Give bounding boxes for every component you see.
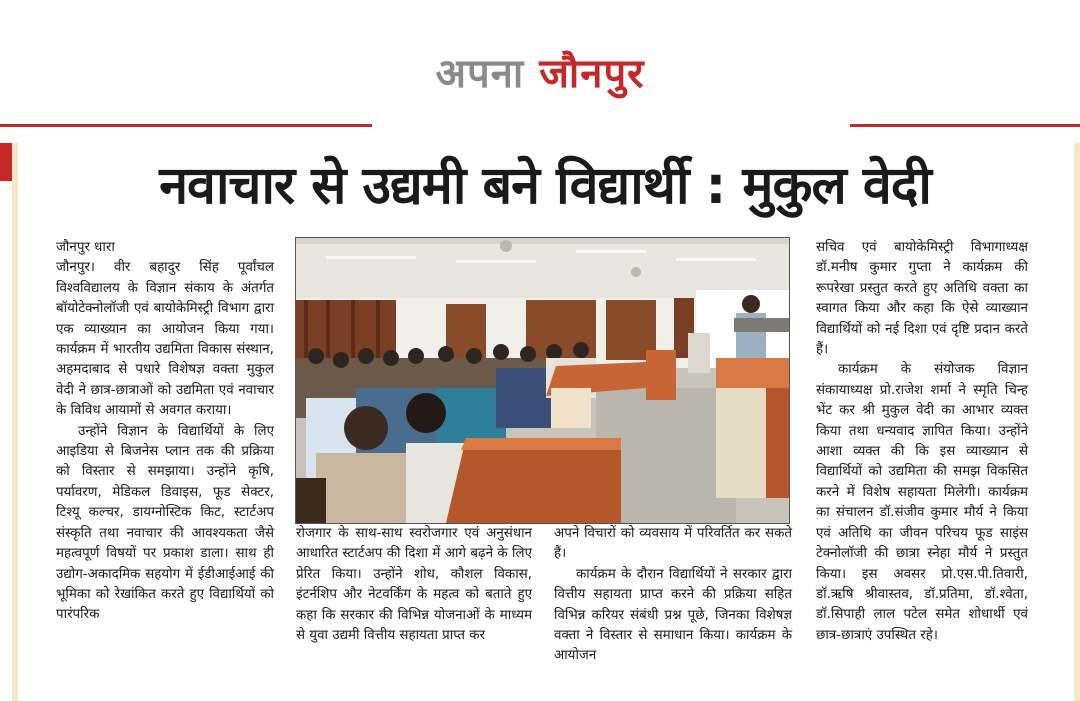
masthead-rule-right bbox=[850, 124, 1080, 127]
article-headline: नवाचार से उद्यमी बने विद्यार्थी : मुकुल वेदी bbox=[159, 156, 931, 216]
right-margin-strip bbox=[1074, 143, 1080, 701]
paragraph: सचिव एवं बायोकेमिस्ट्री विभागाध्यक्ष डॉ.मनीष कुमार गुप्ता ने कार्यक्रम की रूपरेखा प्रस्तुत करते हुए अतिथि वक्ता का स्वागत किया और कहा कि ऐसे व्याख्यान विद्यार्थियों को नई दिशा एवं दृष्टि प्रदान करते हैं। bbox=[816, 240, 1028, 358]
paragraph: कार्यक्रम के संयोजक विज्ञान संकायाध्यक्ष प्रो.राजेश शर्मा ने स्मृति चिन्ह भेंट कर श्री मुकुल वेदी का आभार व्यक्त किया तथा धन्यवाद ज्ञापित किया। उन्होंने आशा व्यक्त की कि इस व्याख्यान से विद्यार्थियों को उद्यमिता की समझ विकसित करने में विशेष सहायता मिलेगी। कार्यक्रम का संचालन डॉ.संजीव कुमार मौर्य ने किया एवं अतिथि का जीवन परिचय फूड साइंस टेक्नोलॉजी की छात्रा स्नेहा मौर्य ने प्रस्तुत किया। इस अवसर प्रो.एस.पी.तिवारी, डॉ.ऋषि श्रीवास्तव, डॉ.प्रतिमा, डॉ.श्वेता, डॉ.सिपाही लाल पटेल समेत शोधार्थी एवं छात्र-छात्राएं उपस्थित रहे। bbox=[816, 362, 1028, 643]
paragraph: रोजगार के साथ-साथ स्वरोजगार एवं अनुसंधान आधारित स्टार्टअप की दिशा में आगे बढ़ने के लिए प्रेरित किया। उन्होंने शोध, कौशल विकास, इंटर्नशिप और नेटवर्किंग के महत्व को बताते हुए कहा कि सरकार की विभिन्न योजनाओं के माध्यम से युवा उद्यमी वित्तीय सहायता प्राप्त कर bbox=[296, 526, 532, 644]
masthead-rule-left bbox=[0, 124, 372, 127]
paragraph: उन्होंने विज्ञान के विद्यार्थियों के लिए आइडिया से बिजनेस प्लान तक की प्रक्रिया को विस्तार से समझाया। उन्होंने कृषि, पर्यावरण, मेडिकल डिवाइस, फूड सेक्टर, टिश्यू कल्चर, डायग्नोस्टिक किट, स्टार्टअप संस्कृति तथा नवाचार की आवश्यकता जैसे महत्वपूर्ण विषयों पर प्रकाश डाला। साथ ही उद्योग-अकादमिक सहयोग में ईडीआईआई की भूमिका को रेखांकित करते हुए विद्यार्थियों को पारंपरिक bbox=[56, 423, 274, 623]
edge-marker bbox=[0, 143, 12, 181]
paragraph: जौनपुर। वीर बहादुर सिंह पूर्वांचल विश्वविद्यालय के विज्ञान संकाय के अंतर्गत बॉयोटेक्नोलॉजी एवं बायोकेमिस्ट्री विभाग द्वारा एक व्याख्यान का आयोजन किया गया। कार्यक्रम में भारतीय उद्यमिता विकास संस्थान, अहमदाबाद से पधारे विशेषज्ञ वक्ता मुकुल वेदी ने छात्र-छात्राओं को उद्यमिता एवं नवाचार के विविध आयामों से अवगत कराया। bbox=[56, 260, 274, 419]
masthead bbox=[0, 46, 1080, 102]
masthead-part-2: जौनपुर bbox=[539, 51, 645, 97]
article-column-3 bbox=[554, 524, 792, 700]
article-column-2 bbox=[296, 524, 532, 700]
left-margin-strip bbox=[12, 143, 18, 701]
masthead-part-1: अपना bbox=[435, 51, 525, 97]
article-column-4 bbox=[816, 238, 1028, 698]
event-photo bbox=[295, 237, 790, 524]
paragraph: अपने विचारों को व्यवसाय में परिवर्तित कर सकते हैं। bbox=[554, 526, 792, 562]
byline: जौनपुर धारा bbox=[56, 240, 115, 255]
article-column-1 bbox=[56, 238, 274, 698]
paragraph: कार्यक्रम के दौरान विद्यार्थियों ने सरकार द्वारा वित्तीय सहायता प्राप्त करने की प्रक्रिया सहित विभिन्न करियर संबंधी प्रश्न पूछे, जिनका विशेषज्ञ वक्ता ने विस्तार से समाधान किया। कार्यक्रम के आयोजन bbox=[554, 566, 792, 664]
